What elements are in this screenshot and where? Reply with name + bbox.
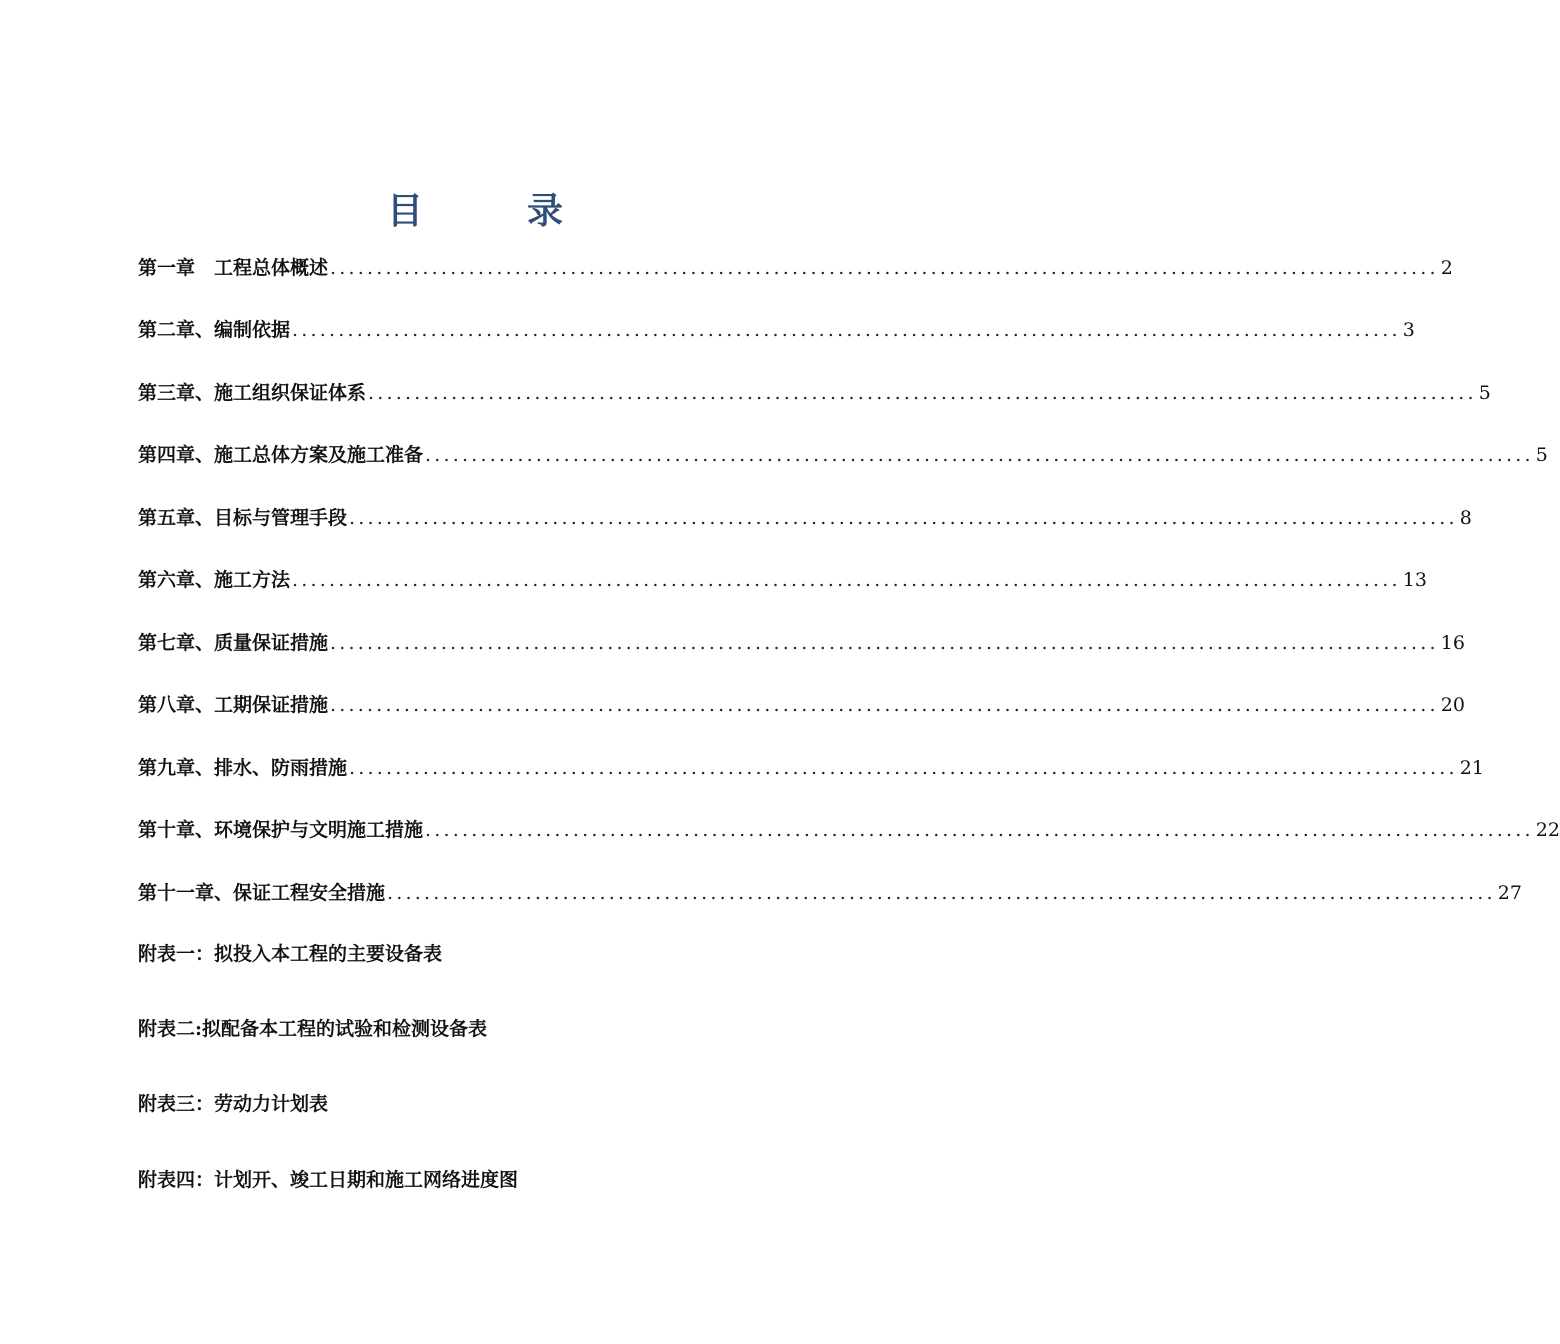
appendix-2[interactable]: 附表二:拟配备本工程的试验和检测设备表: [138, 1018, 488, 1040]
toc-entry-chapter-10[interactable]: [138, 812, 1560, 844]
toc-entry-chapter-9[interactable]: [138, 750, 1484, 782]
toc-entry-label: 第一章 工程总体概述: [138, 257, 329, 279]
dot-leader: ........................................................................................................................: [292, 319, 1401, 341]
toc-entry-chapter-7[interactable]: [138, 625, 1465, 657]
toc-entry-page: 5: [1478, 382, 1491, 404]
dot-leader: ........................................................................................................................: [330, 632, 1439, 654]
toc-entry-label: 第十一章、保证工程安全措施: [138, 882, 386, 904]
toc-entry-page: 13: [1402, 569, 1427, 591]
dot-leader: ........................................................................................................................: [387, 882, 1496, 904]
dot-leader: ........................................................................................................................: [330, 694, 1439, 716]
toc-entry-chapter-6[interactable]: [138, 562, 1427, 594]
toc-entry-page: 20: [1440, 694, 1465, 716]
page-title: 目 录: [386, 190, 597, 232]
dot-leader: ........................................................................................................................: [425, 444, 1534, 466]
dot-leader: ........................................................................................................................: [368, 382, 1477, 404]
toc-entry-page: 8: [1459, 507, 1472, 529]
toc-entry-label: 第八章、工期保证措施: [138, 694, 329, 716]
dot-leader: ........................................................................................................................: [349, 757, 1458, 779]
toc-entry-label: 第五章、目标与管理手段: [138, 507, 348, 529]
toc-entry-chapter-4[interactable]: [138, 437, 1548, 469]
toc-entry-page: 3: [1402, 319, 1415, 341]
toc-entry-label: 第六章、施工方法: [138, 569, 291, 591]
toc-entry-page: 22: [1535, 819, 1560, 841]
toc-entry-chapter-11[interactable]: [138, 875, 1522, 907]
appendix-1[interactable]: 附表一：拟投入本工程的主要设备表: [138, 943, 443, 965]
dot-leader: ........................................................................................................................: [349, 507, 1458, 529]
toc-entry-label: 第九章、排水、防雨措施: [138, 757, 348, 779]
toc-entry-label: 第三章、施工组织保证体系: [138, 382, 367, 404]
toc-entry-label: 第四章、施工总体方案及施工准备: [138, 444, 424, 466]
toc-entry-chapter-5[interactable]: [138, 500, 1472, 532]
toc-entry-chapter-3[interactable]: [138, 375, 1491, 407]
toc-entry-page: 27: [1497, 882, 1522, 904]
dot-leader: ........................................................................................................................: [292, 569, 1401, 591]
toc-entry-label: 第十章、环境保护与文明施工措施: [138, 819, 424, 841]
toc-entry-page: 5: [1535, 444, 1548, 466]
toc-entry-chapter-8[interactable]: [138, 687, 1465, 719]
toc-entry-chapter-2[interactable]: [138, 312, 1415, 344]
dot-leader: ........................................................................................................................: [425, 819, 1534, 841]
appendix-3[interactable]: 附表三：劳动力计划表: [138, 1093, 329, 1115]
toc-entry-page: 2: [1440, 257, 1453, 279]
toc-entry-chapter-1[interactable]: [138, 250, 1453, 282]
toc-entry-page: 21: [1459, 757, 1484, 779]
toc-entry-label: 第七章、质量保证措施: [138, 632, 329, 654]
dot-leader: ........................................................................................................................: [330, 257, 1439, 279]
toc-entry-page: 16: [1440, 632, 1465, 654]
appendix-4[interactable]: 附表四：计划开、竣工日期和施工网络进度图: [138, 1169, 519, 1191]
toc-entry-label: 第二章、编制依据: [138, 319, 291, 341]
